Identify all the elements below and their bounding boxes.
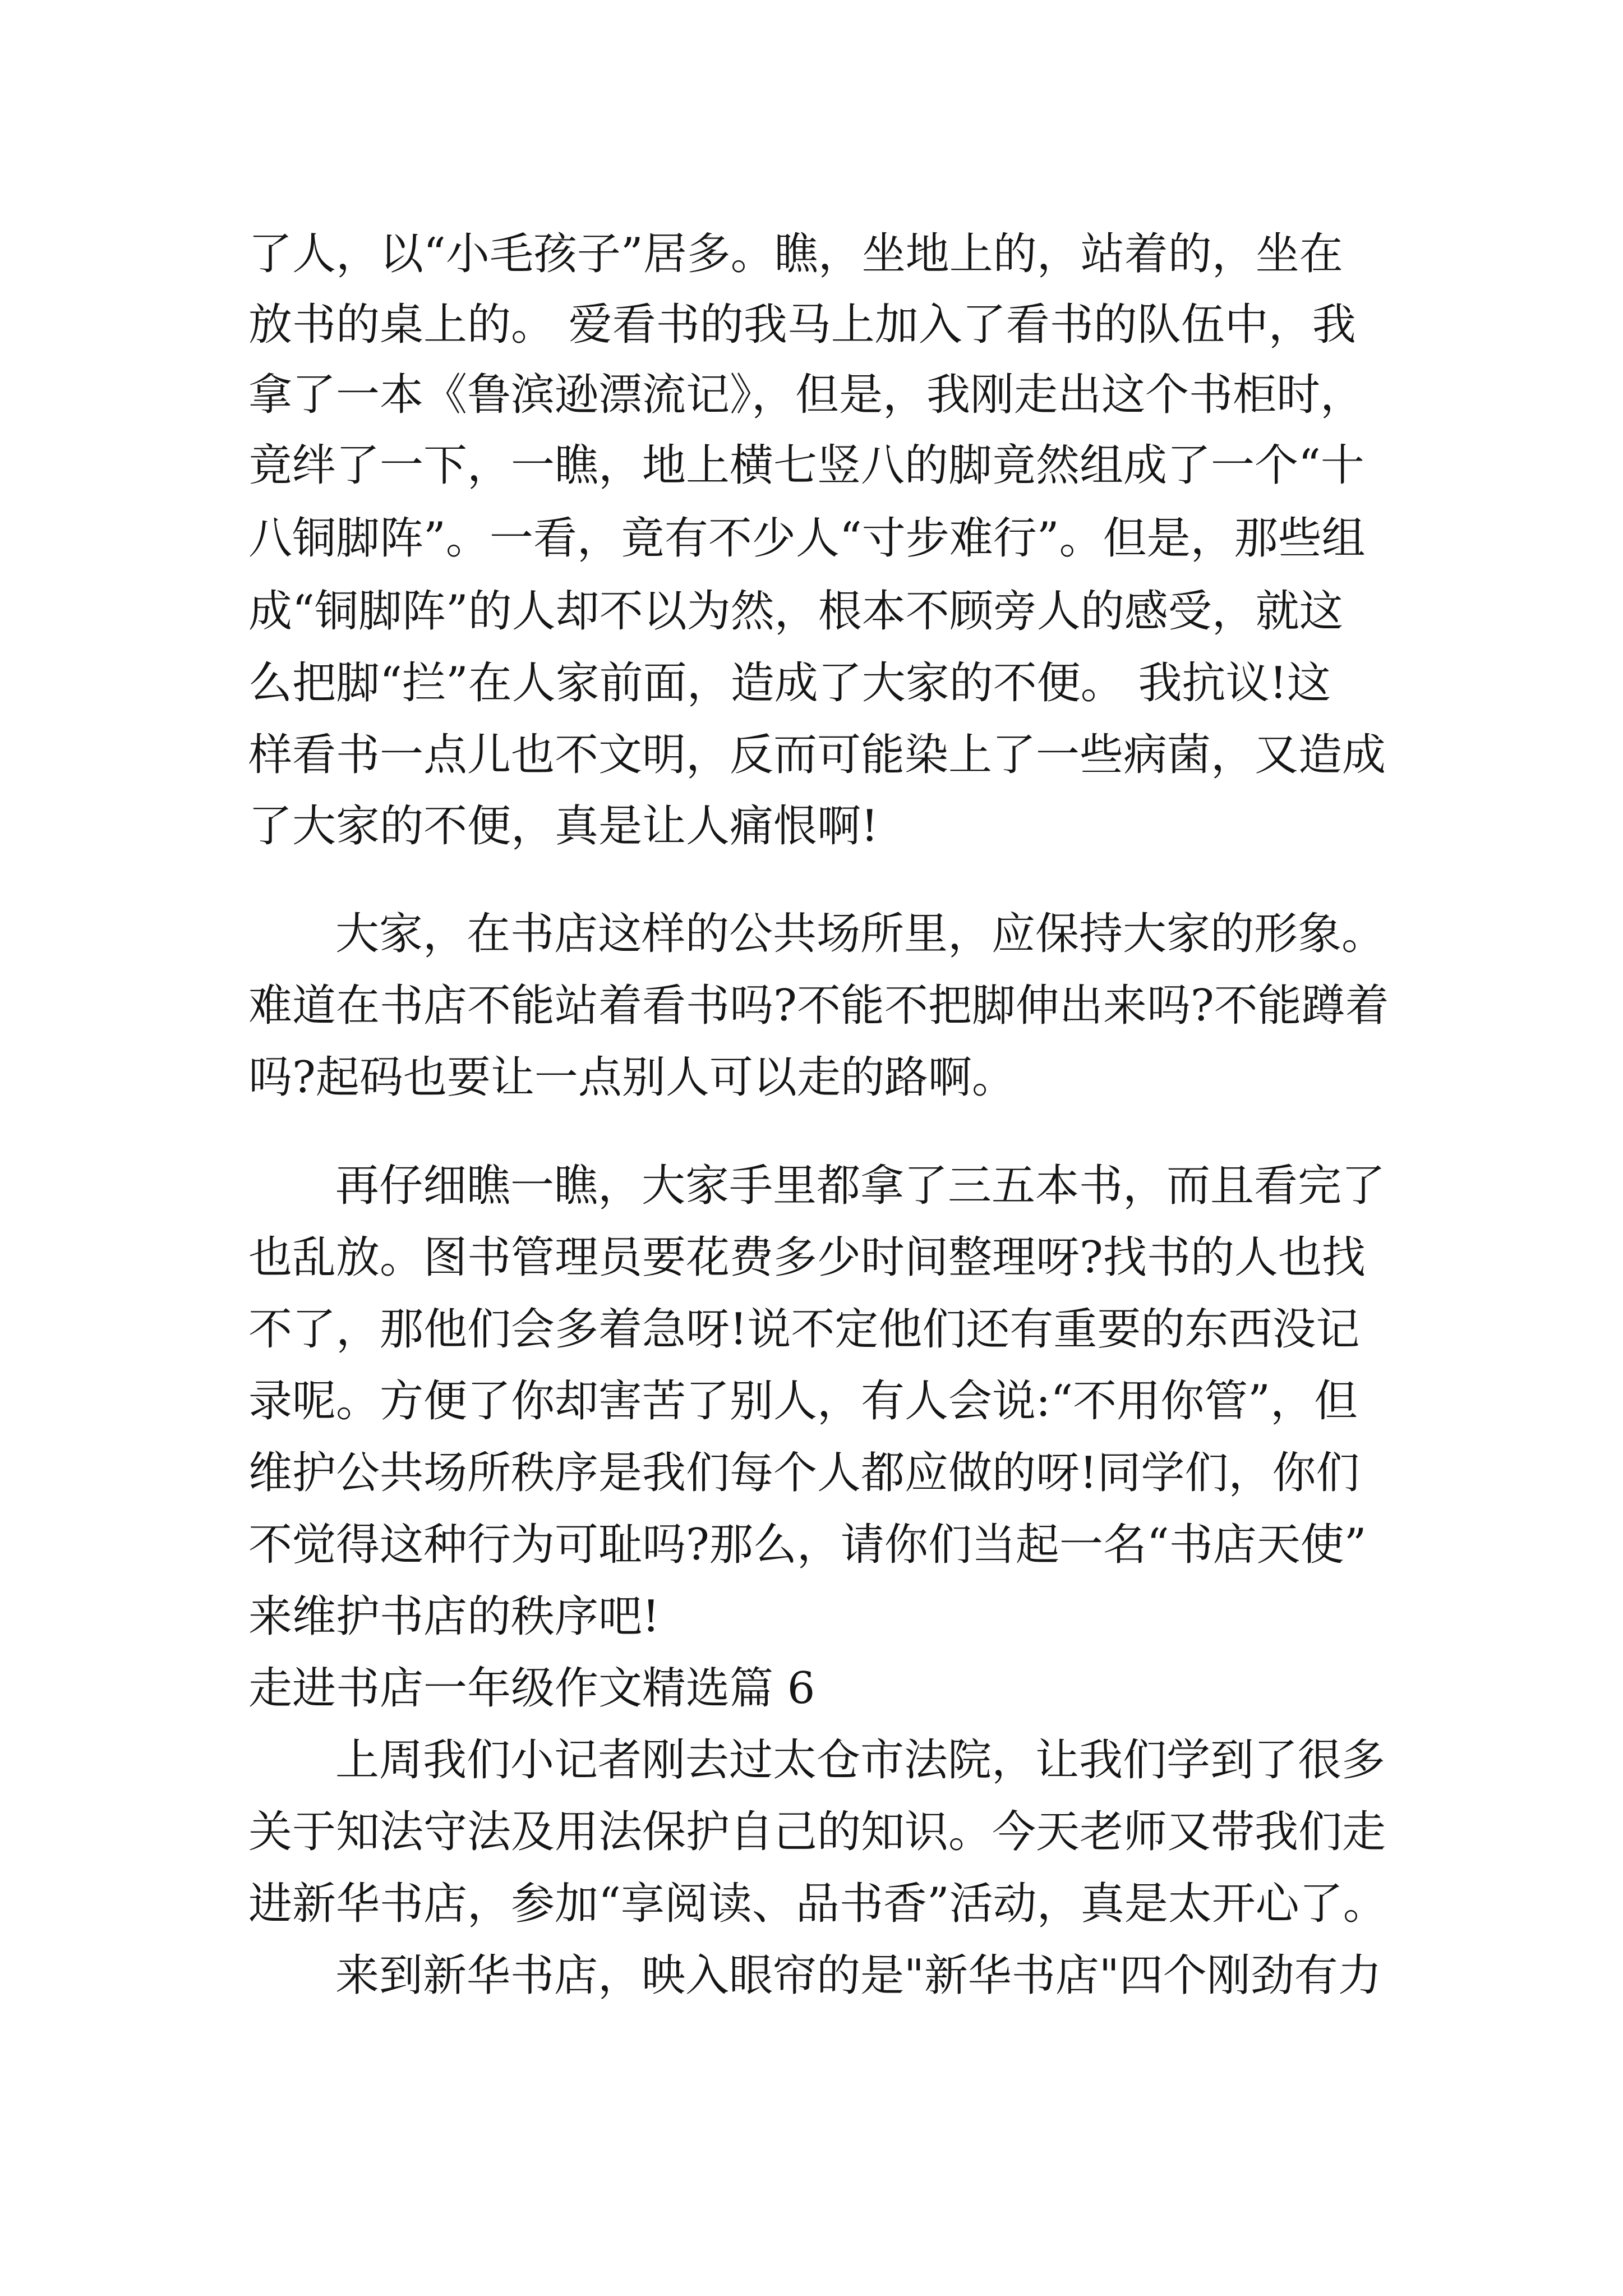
line-text: 八铜脚阵”。一看，竟有不少人“寸步难行”。但是，那些组 [248, 513, 1366, 564]
line-text: 维护公共场所秩序是我们每个人都应做的呀!同学们，你们 [248, 1448, 1360, 1498]
line-text: 进新华书店，参加“享阅读、品书香”活动，真是太开心了。 [248, 1879, 1387, 1929]
line-text: 上周我们小记者刚去过太仓市法院，让我们学到了很多 [335, 1735, 1386, 1786]
line-text: 了大家的不便，真是让人痛恨啊! [248, 801, 879, 852]
line-text: 竟绊了一下，一瞧，地上横七竖八的脚竟然组成了一个“十 [248, 440, 1364, 491]
line-text: 大家，在书店这样的公共场所里，应保持大家的形象。 [335, 909, 1386, 959]
line-text: 不觉得这种行为可耻吗?那么，请你们当起一名“书店天使” [248, 1520, 1367, 1570]
line-text: 也乱放。图书管理员要花费多少时间整理呀?找书的人也找 [248, 1232, 1366, 1283]
line-text: 再仔细瞧一瞧，大家手里都拿了三五本书，而且看完了 [335, 1161, 1386, 1211]
line-text: 么把脚“拦”在人家前面，造成了大家的不便。 我抗议!这 [248, 658, 1331, 708]
line-text: 样看书一点儿也不文明，反而可能染上了一些病菌，又造成 [248, 730, 1386, 780]
line-text: 来维护书店的秩序吧! [248, 1591, 660, 1642]
heading-text: 走进书店一年级作文精选篇 6 [248, 1663, 815, 1714]
line-text: 吗?起码也要让一点别人可以走的路啊。 [248, 1052, 1016, 1103]
line-text: 拿了一本《鲁滨逊漂流记》，但是，我刚走出这个书柜时， [248, 370, 1364, 420]
line-text: 录呢。方便了你却害苦了别人，有人会说:“不用你管”，但 [248, 1376, 1358, 1427]
line-text: 不了，那他们会多着急呀!说不定他们还有重要的东西没记 [248, 1304, 1360, 1355]
line-text: 难道在书店不能站着看书吗?不能不把脚伸出来吗?不能蹲着 [248, 981, 1389, 1031]
line-text: 了人，以“小毛孩子”居多。瞧，坐地上的，站着的，坐在 [248, 229, 1343, 279]
line-text: 关于知法守法及用法保护自己的知识。今天老师又带我们走 [248, 1807, 1386, 1857]
line-text: 来到新华书店，映入眼帘的是"新华书店"四个刚劲有力 [335, 1950, 1382, 2001]
line-text: 放书的桌上的。 爱看书的我马上加入了看书的队伍中，我 [248, 300, 1356, 350]
line-text: 成“铜脚阵”的人却不以为然，根本不顾旁人的感受，就这 [248, 586, 1343, 637]
